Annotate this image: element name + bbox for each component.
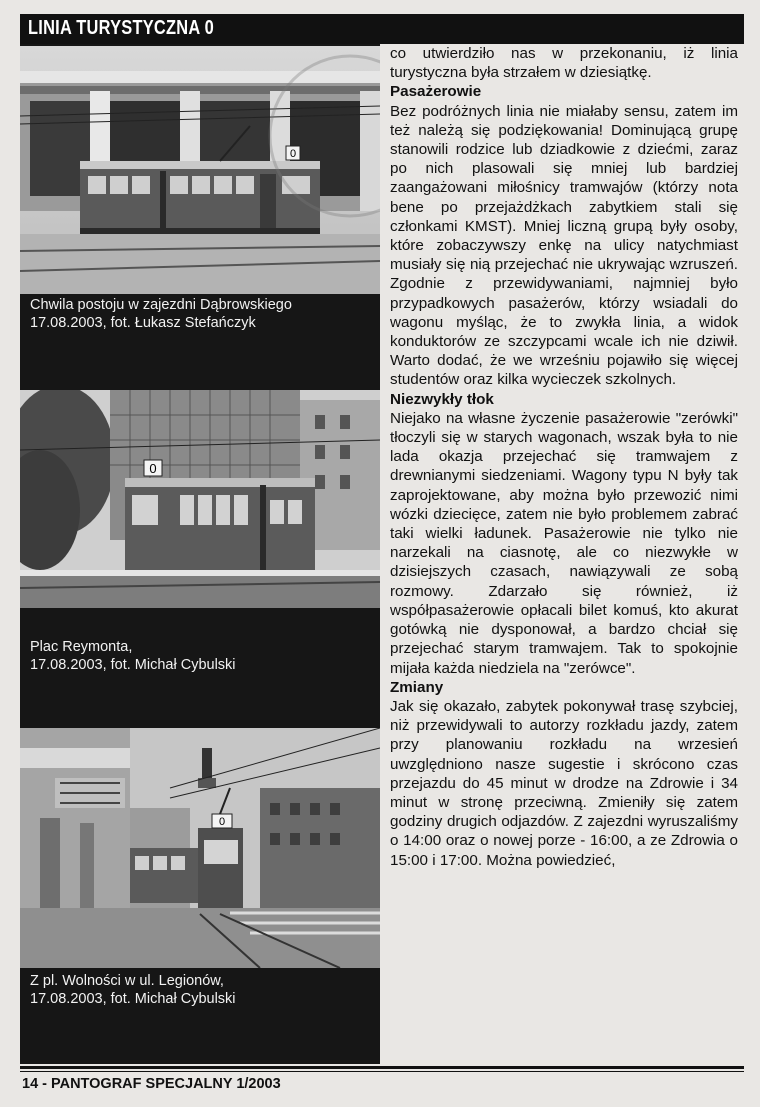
reymonta-tram-image bbox=[20, 390, 380, 608]
wolnosci-tram-image bbox=[20, 728, 380, 968]
tram-number-label: 0 bbox=[289, 148, 297, 160]
tram-number-label: 0 bbox=[149, 461, 157, 476]
section-text: Bez podróżnych linia nie miałaby sensu, zatem im też należą się podziękowania! Dominującą grupę stanowili rodzice lub dziadkowie z dziećmi, zaraz po nich plasowali się mniej lub bardziej zaangażowani miłośnicy tramwajów (którzy nota bene po przejażdżkach zabytkiem stali się członkami KMST). Mniej liczną grupą były osoby, które zobaczywszy enkę na ulicy natychmiast musiały się nią przejechać nie ukrywając wzruszeń. Zgodnie z przewidywaniami, najmniej było przypadkowych pasażerów, którzy wsiadali do wagonu myśląc, że to zwykła linia, a widok konduktorów ze szczypcami wcale ich nie dziwił. Warto dodać, że we wrześniu pojawiło się więcej studentów oraz kilka wycieczek szkolnych. bbox=[390, 102, 738, 389]
footer-rule-thin bbox=[20, 1071, 744, 1072]
photo-caption bbox=[30, 638, 236, 674]
caption-line2: 17.08.2003, fot. Łukasz Stefańczyk bbox=[30, 315, 256, 331]
footer-rule bbox=[20, 1066, 744, 1069]
photo-depot bbox=[20, 46, 380, 294]
section-heading: Pasażerowie bbox=[390, 83, 482, 101]
article-intro: co utwierdziło nas w przekonaniu, iż linia turystyczna była strzałem w dziesiątkę. bbox=[390, 45, 738, 82]
section-heading: Niezwykły tłok bbox=[390, 390, 494, 408]
section-text: Jak się okazało, zabytek pokonywał trasę szybciej, niż przewidywali to autorzy rozkładu jazdy, zatem przy planowaniu rozkładu na wrzesień uwzględniono nasze sugestie i skrócono czas przejazdu do 45 minut w drodze na Zdrowie i 34 minut w stronę przeciwną. Zmieniły się zatem godziny drugich odjazdów. Z zajezdni wyruszaliśmy o 14:00 oraz o nowej porze - 16:00, a ze Zdrowia o 15:00 i 17:00. Można powiedzieć, bbox=[390, 697, 738, 869]
page-title: LINIA TURYSTYCZNA 0 bbox=[28, 17, 214, 39]
caption-line1: Z pl. Wolności w ul. Legionów, bbox=[30, 973, 224, 989]
photo-caption bbox=[30, 296, 292, 332]
photo-column bbox=[20, 44, 380, 1064]
caption-line1: Chwila postoju w zajezdni Dąbrowskiego bbox=[30, 297, 292, 313]
header-bar bbox=[20, 14, 744, 44]
article-column bbox=[390, 44, 738, 1064]
caption-line2: 17.08.2003, fot. Michał Cybulski bbox=[30, 991, 236, 1007]
tram-number-label: 0 bbox=[218, 816, 226, 828]
caption-line2: 17.08.2003, fot. Michał Cybulski bbox=[30, 657, 236, 673]
photo-plac-wolnosci bbox=[20, 728, 380, 968]
caption-line1: Plac Reymonta, bbox=[30, 639, 133, 655]
section-text: Niejako na własne życzenie pasażerowie "zerówki" tłoczyli się w starych wagonach, wszak była to nie lada okazja przejechać się tramwajem z drewnianymi siedzeniami. Wagony typu N były tak zaprojektowane, aby można było przewozić nimi wózki dziecięce, zatem nie było problemem zabrać taki wielki ładunek. Pasażerowie nie tylko nie narzekali na ciasnotę, ale co niezwykłe w dzisiejszych czasach, nawiązywali ze sobą rozmowy. Zdarzało się również, iż współpasażerowie opłacali bilet komuś, kto akurat gotówką nie dysponował, a bardzo chciał się przejechać starym tramwajem. Tak to spokojnie mijała każda niedziela na "zerówce". bbox=[390, 409, 738, 677]
depot-tram-image bbox=[20, 46, 380, 294]
section-heading: Zmiany bbox=[390, 678, 444, 696]
photo-caption bbox=[30, 972, 236, 1008]
photo-plac-reymonta bbox=[20, 390, 380, 608]
page-footer: 14 - PANTOGRAF SPECJALNY 1/2003 bbox=[22, 1076, 281, 1092]
